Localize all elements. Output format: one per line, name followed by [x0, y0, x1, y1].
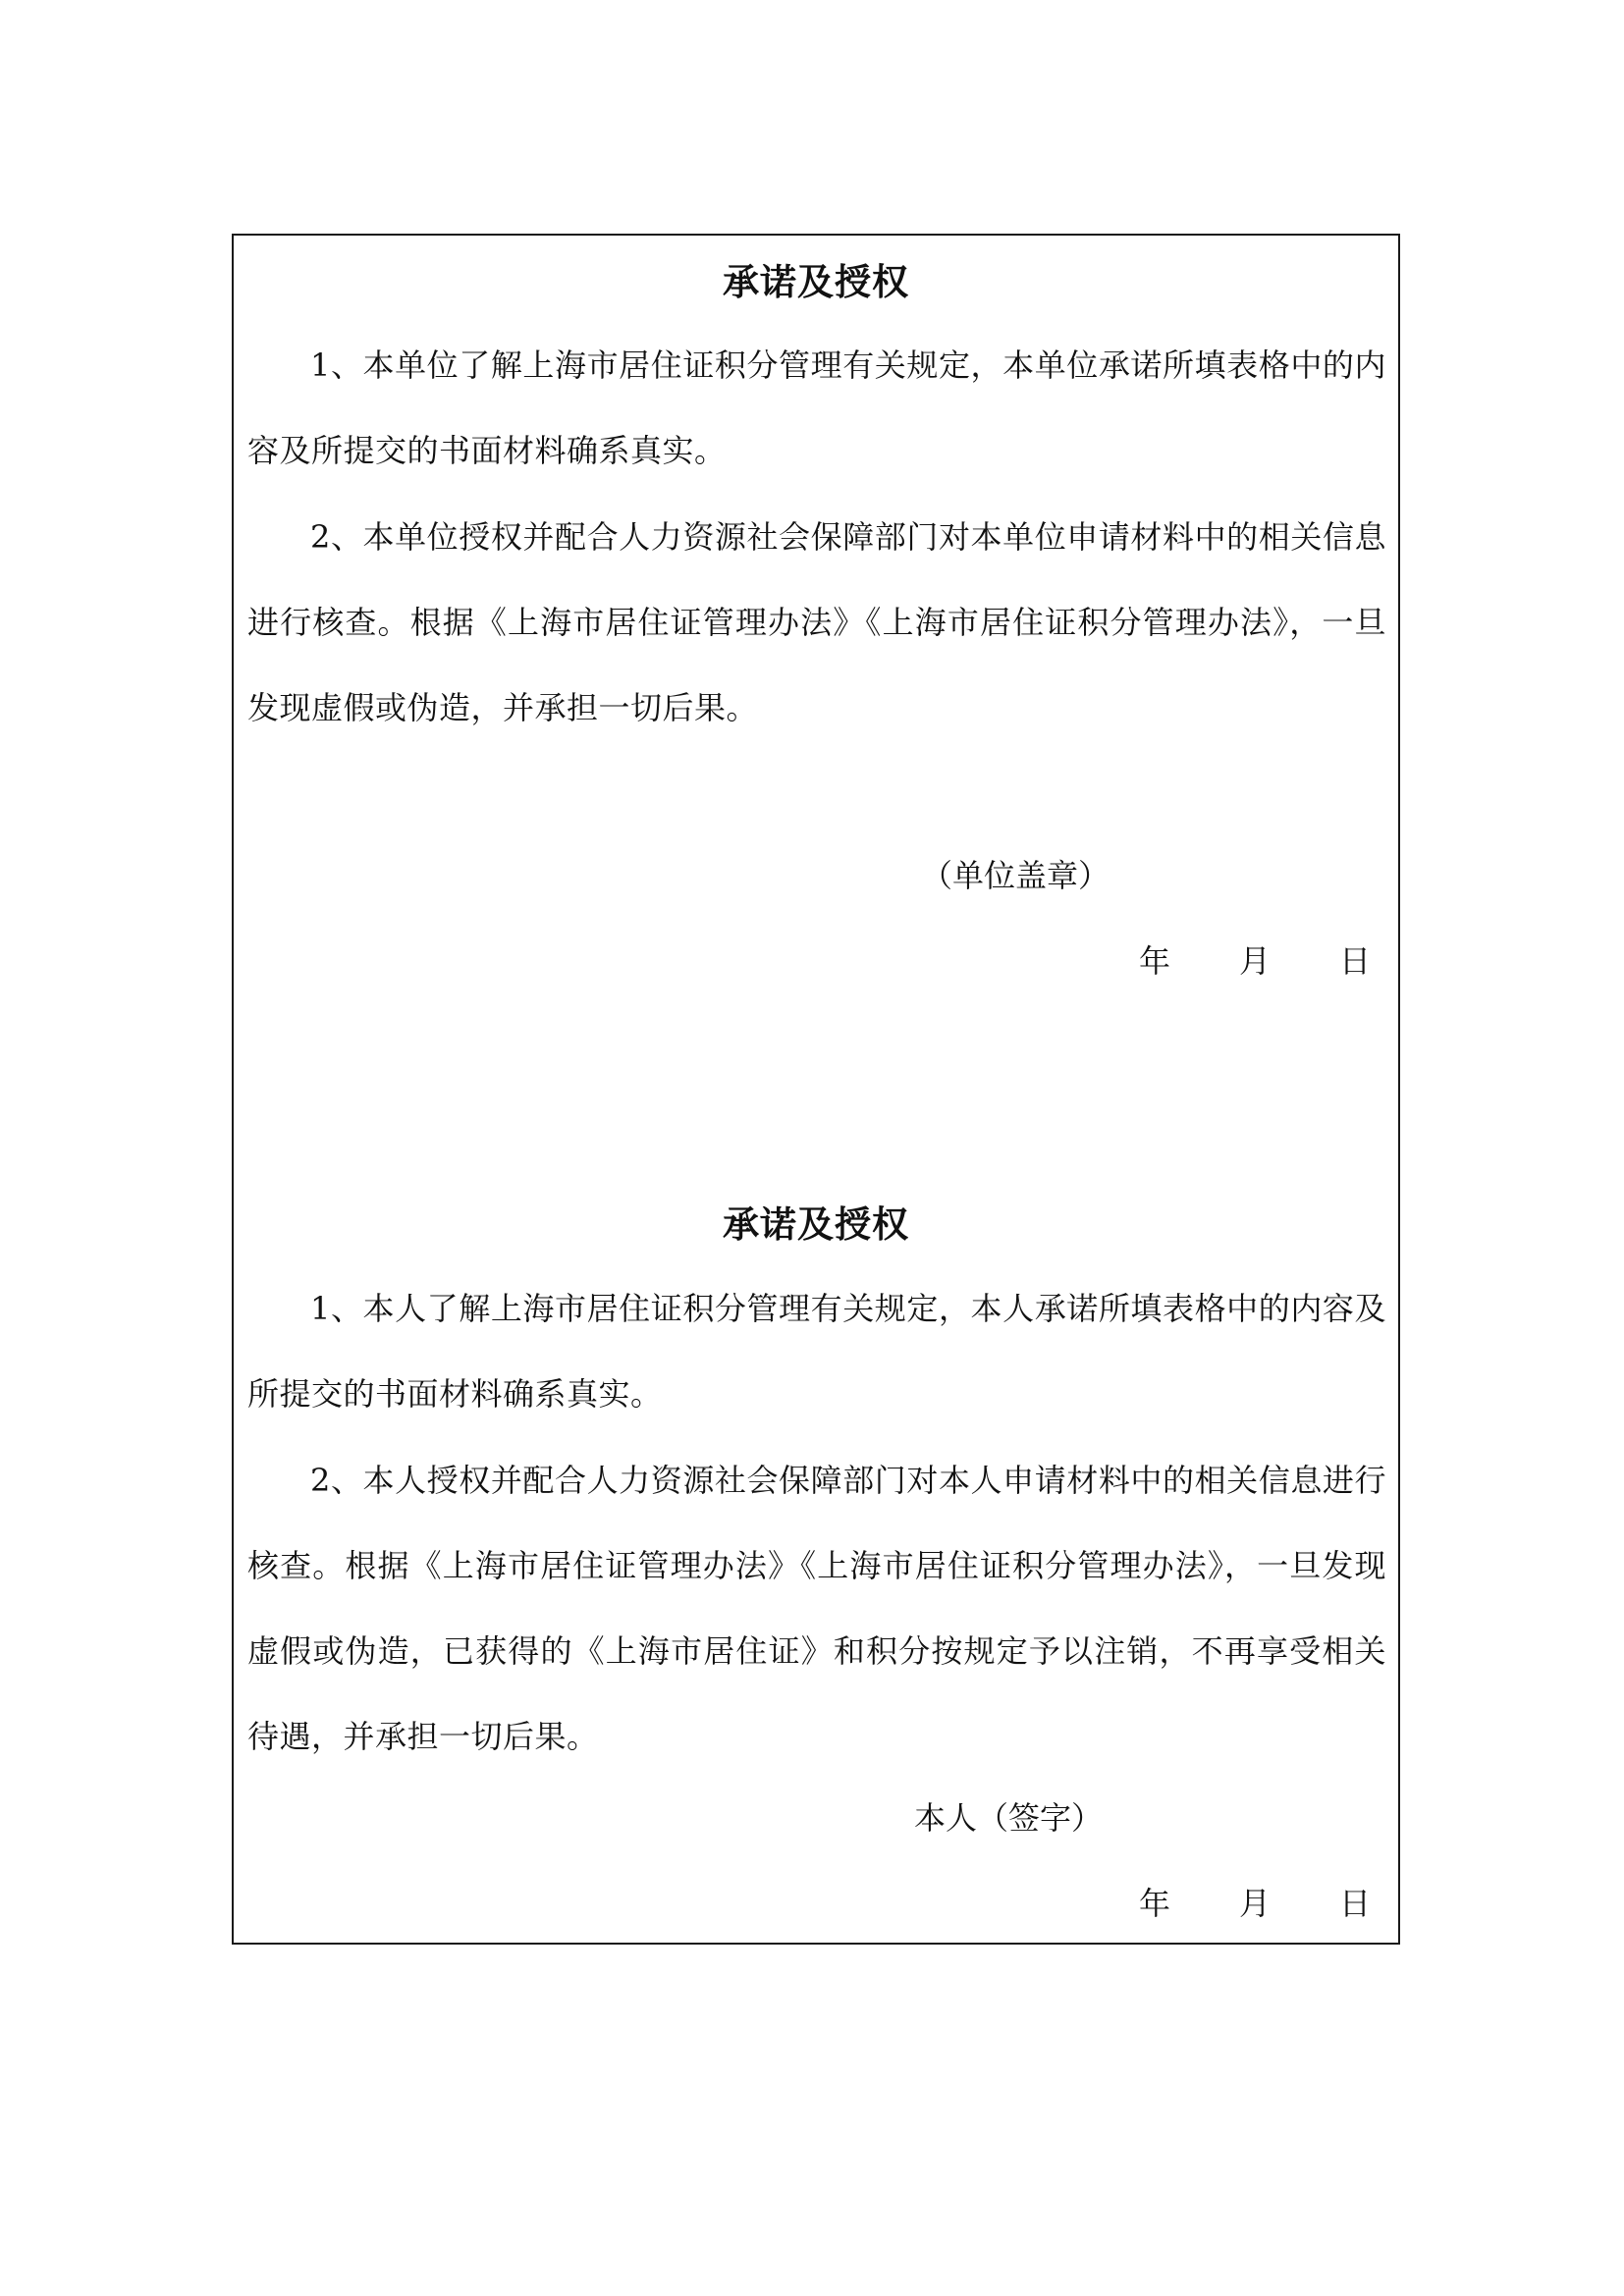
personal-date-month: 月	[1238, 1885, 1271, 1922]
unit-seal-label: （单位盖章）	[921, 857, 1110, 894]
personal-date-line	[1139, 1879, 1371, 1928]
unit-commitment-para-1: 1、本单位了解上海市居住证积分管理有关规定，本单位承诺所填表格中的内容及所提交的书面材料确系真实。	[247, 347, 1386, 469]
personal-signature-label: 本人（签字）	[914, 1799, 1104, 1837]
unit-section-title: 承诺及授权	[723, 260, 909, 303]
unit-date-day: 日	[1338, 942, 1371, 980]
personal-commitment-para-1: 1、本人了解上海市居住证积分管理有关规定，本人承诺所填表格中的内容及所提交的书面材料确系真实。	[247, 1290, 1386, 1413]
commitment-form-frame	[232, 234, 1400, 1945]
personal-date-day: 日	[1338, 1885, 1371, 1922]
personal-date-year: 年	[1138, 1885, 1170, 1922]
unit-commitment-para-2: 2、本单位授权并配合人力资源社会保障部门对本单位申请材料中的相关信息进行核查。根据《上海市居住证管理办法》《上海市居住证积分管理办法》，一旦发现虚假或伪造，并承担一切后果。	[247, 518, 1386, 726]
personal-section-title: 承诺及授权	[723, 1202, 909, 1246]
unit-date-year: 年	[1138, 942, 1170, 980]
personal-commitment-para-2: 2、本人授权并配合人力资源社会保障部门对本人申请材料中的相关信息进行核查。根据《上海市居住证管理办法》《上海市居住证积分管理办法》，一旦发现虚假或伪造，已获得的《上海市居住证》和积分按规定予以注销，不再享受相关待遇，并承担一切后果。	[247, 1462, 1386, 1755]
unit-date-line	[1139, 936, 1371, 986]
unit-date-month: 月	[1238, 942, 1271, 980]
